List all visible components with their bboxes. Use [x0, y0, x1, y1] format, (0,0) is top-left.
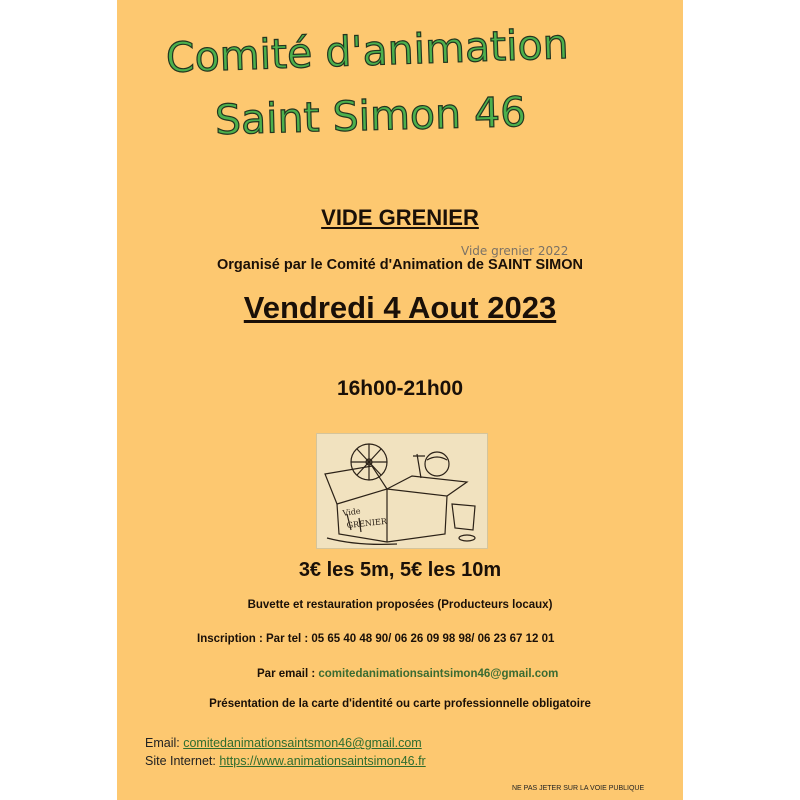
- organizer-text: Organisé par le Comité d'Animation de SAINT SIMON: [217, 257, 583, 273]
- footer-site-label: Site Internet:: [145, 754, 220, 768]
- footer-email-link[interactable]: comitedanimationsaintsmon46@gmail.com: [183, 736, 422, 750]
- header-title-line2: Saint Simon 46: [214, 87, 527, 144]
- footer-email-label: Email:: [145, 736, 184, 750]
- inscription-email-label: Par email :: [257, 668, 319, 680]
- legal-notice: NE PAS JETER SUR LA VOIE PUBLIQUE: [512, 785, 645, 792]
- event-hours: 16h00-21h00: [336, 377, 464, 400]
- inscription-email-value[interactable]: comitedanimationsaintsimon46@gmail.com: [318, 668, 559, 680]
- poster: [117, 0, 683, 800]
- vide-grenier-illustration: [316, 433, 488, 549]
- svg-text:GRENIER: GRENIER: [346, 516, 388, 530]
- photo-caption: Vide grenier 2022: [461, 244, 569, 258]
- inscription-phone-info: Inscription : Par tel : 05 65 40 48 90/ 06 26 09 98 98/ 06 23 67 12 01: [197, 633, 555, 645]
- footer-site-link[interactable]: https://www.animationsaintsimon46.fr: [219, 754, 426, 768]
- event-date: Vendredi 4 Aout 2023: [243, 290, 557, 325]
- price-info: 3€ les 5m, 5€ les 10m: [298, 559, 502, 581]
- header-title-line1: Comité d'animation: [165, 19, 570, 82]
- footer-site-line: [145, 754, 426, 768]
- footer-email-line: [145, 736, 422, 750]
- food-info: Buvette et restauration proposées (Producteurs locaux): [247, 599, 553, 611]
- id-notice: Présentation de la carte d'identité ou carte professionnelle obligatoire: [209, 698, 591, 710]
- svg-text:Vide: Vide: [342, 506, 362, 518]
- inscription-email-line: [257, 668, 558, 680]
- event-title: VIDE GRENIER: [321, 205, 479, 230]
